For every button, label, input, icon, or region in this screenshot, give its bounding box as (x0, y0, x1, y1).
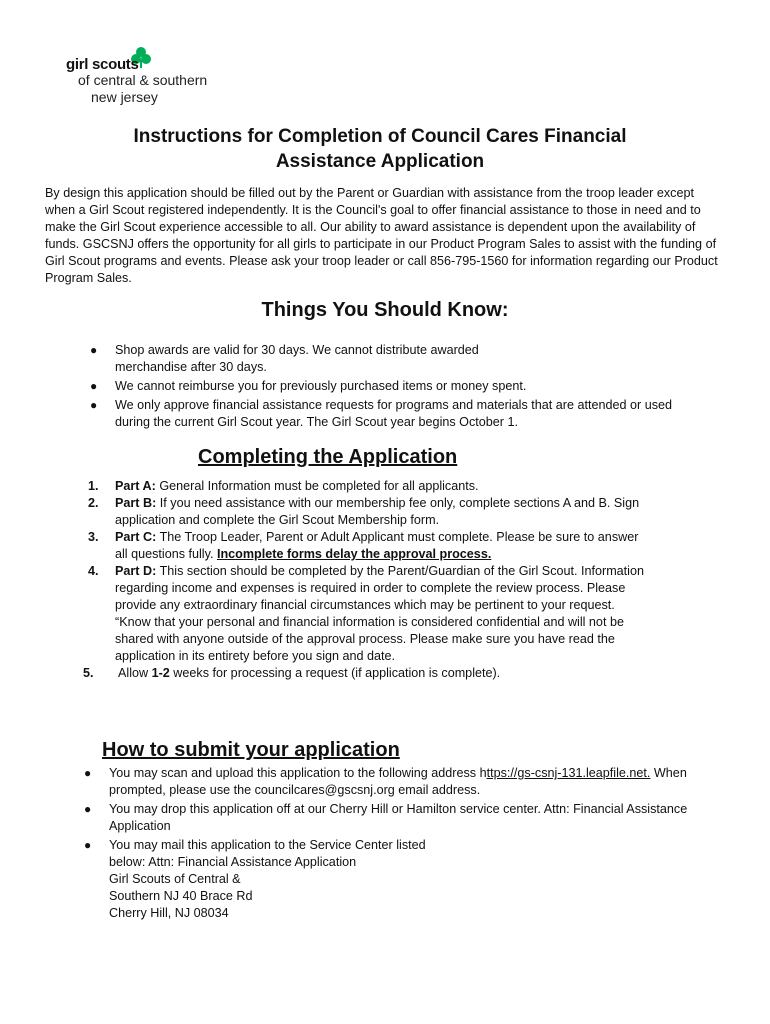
step-number: 1. (88, 479, 99, 493)
list-item (84, 837, 704, 922)
step-text: weeks for processing a request (if application is complete). (169, 666, 501, 680)
step-label: Part B: (115, 496, 157, 510)
upload-link[interactable]: ttps://gs-csnj-131.leapfile.net. (486, 766, 651, 780)
submit-item-text: You may drop this application off at our Cherry Hill or Hamilton service center. Attn: Financial Assistance Application (109, 802, 688, 833)
intro-paragraph: By design this application should be filled out by the Parent or Guardian with assistance from the troop leader except when a Girl Scout registered independently. It is the Council's goal to offer financial assistance to those in need and to make the Girl Scout experience accessible to all. Our ability to award assistance is dependent upon the availability of funds. GSCSNJ offers the opportunity for all girls to participate in our Product Program Sales to assist with the funding of Girl Scout programs and events. Please ask your troop leader or call 856-795-1560 for information regarding our Product Program Sales. (45, 186, 718, 285)
logo-line-2: new jersey (91, 89, 158, 105)
step-bold: 1-2 (151, 666, 170, 680)
list-item (90, 397, 710, 431)
title-line-2: Assistance Application (275, 151, 485, 172)
step-label: Part D: (115, 564, 157, 578)
step-emphasis: Incomplete forms delay the approval process. (216, 547, 492, 561)
logo-brand: girl scouts (66, 56, 139, 73)
list-item (84, 765, 704, 799)
step-text: General Information must be completed for all applicants. (155, 479, 479, 493)
page-title (60, 124, 700, 174)
bullet-icon: ● (84, 766, 92, 780)
list-item (84, 801, 704, 835)
step-label: Part C: (115, 530, 157, 544)
mail-line: You may mail this application to the Service Center listed (109, 838, 426, 852)
list-item (88, 478, 648, 495)
list-item (88, 495, 648, 529)
step-number: 5. (83, 666, 94, 680)
bullet-icon: ● (84, 802, 92, 816)
step-label: Part A: (115, 479, 156, 493)
things-you-should-know-heading: Things You Should Know: (261, 299, 509, 321)
step-number: 4. (88, 564, 99, 578)
know-item-text: We cannot reimburse you for previously purchased items or money spent. (115, 379, 527, 393)
list-item (88, 563, 648, 665)
list-item (90, 342, 710, 376)
know-item-text: Shop awards are valid for 30 days. We cannot distribute awarded merchandise after 30 days. (115, 343, 479, 374)
completing-application-heading: Completing the Application (198, 446, 458, 468)
step-text: If you need assistance with our membership fee only, complete sections A and B. Sign application and complete the Girl Scout Membership form. (115, 496, 640, 527)
logo-line-1: of central & southern (78, 72, 208, 88)
bullet-icon: ● (90, 343, 98, 357)
bullet-icon: ● (84, 838, 92, 852)
bullet-icon: ● (90, 379, 98, 393)
step-text: The Troop Leader, Parent or Adult Applicant must complete. Please be sure to answer all questions fully. (115, 530, 639, 561)
step-number: 2. (88, 496, 99, 510)
step-text: This section should be completed by the Parent/Guardian of the Girl Scout. Information regarding income and expenses is required in order to complete the review process. Please provide any extraordinary financial circumstances which may be pertinent to your request. “Know that your personal and financial information is considered confidential and will not be shared with anyone outside of the approval process. Please make sure you have read the application in its entirety before you sign and date. (115, 564, 644, 663)
submit-item-text: When prompted, please use the councilcares@gscsnj.org email address. (109, 766, 687, 797)
submit-item-text: You may scan and upload this application to the following address h (109, 766, 487, 780)
mail-line: Southern NJ 40 Brace Rd (109, 889, 253, 903)
submit-options-list (84, 765, 704, 924)
step-text: Allow (118, 666, 152, 680)
list-item (83, 665, 648, 682)
step-number: 3. (88, 530, 99, 544)
things-to-know-list (90, 342, 710, 433)
bullet-icon: ● (90, 398, 98, 412)
council-logo (66, 44, 236, 108)
how-to-submit-heading: How to submit your application (102, 739, 400, 761)
mail-line: Girl Scouts of Central & (109, 872, 241, 886)
completion-steps-list (83, 478, 648, 682)
list-item (90, 378, 710, 395)
title-line-1: Instructions for Completion of Council Cares Financial (133, 126, 627, 147)
mail-line: Cherry Hill, NJ 08034 (109, 906, 229, 920)
mail-line: below: Attn: Financial Assistance Application (109, 855, 357, 869)
list-item (88, 529, 648, 563)
know-item-text: We only approve financial assistance requests for programs and materials that are attended or used during the current Girl Scout year. The Girl Scout year begins October 1. (115, 398, 672, 429)
